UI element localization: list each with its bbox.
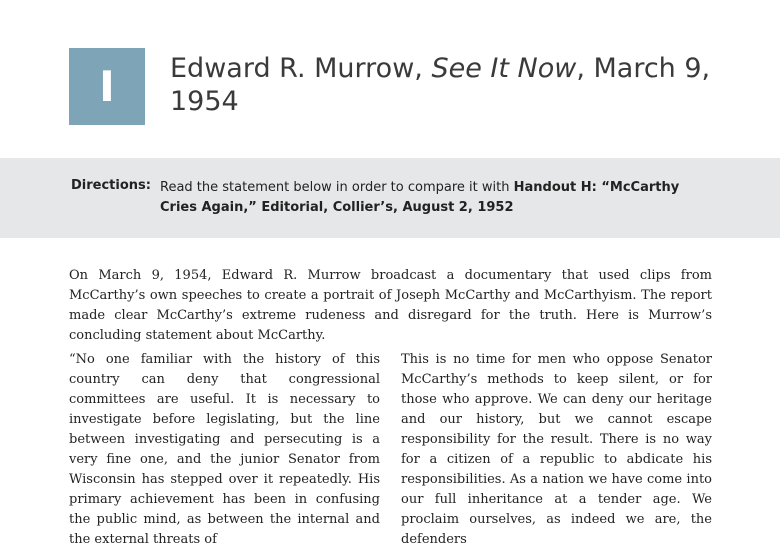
intro-paragraph: On March 9, 1954, Edward R. Murrow broadcast a documentary that used clips from McCarthy’s own speeches to create a portrait of Joseph McCarthy and McCarthyism. The report made clear McCarthy’s extreme rudeness and disregard for the truth. Here is Murrow’s concluding statement about McCarthy. xyxy=(69,268,712,343)
directions-text-prefix: Read the statement below in order to compare it with xyxy=(160,180,514,195)
directions-text xyxy=(160,178,700,218)
directions-label: Directions: xyxy=(71,178,151,193)
directions-box xyxy=(0,158,780,238)
section-badge: I xyxy=(69,48,145,125)
directions-handout-reference: Handout H: “McCarthy Cries Again,” Editorial, Collier’s, August 2, 1952 xyxy=(160,180,680,215)
page-title xyxy=(170,52,730,118)
title-italic: See It Now xyxy=(431,53,577,84)
title-suffix: , March 9, 1954 xyxy=(170,53,711,117)
quote-column-left: “No one familiar with the history of this country can deny that congressional committees are useful. It is necessary to investigate before legislating, but the line between investigating and persecuting is a very fine one, and the junior Senator from Wisconsin has stepped over it repeatedly. His primary achievement has been in confusing the public mind, as between the internal and the external threats of xyxy=(69,352,380,547)
quote-column-right: This is no time for men who oppose Senator McCarthy’s methods to keep silent, or for those who approve. We can deny our heritage and our history, but we cannot escape responsibility for the result. There is no way for a citizen of a republic to abdicate his responsibilities. As a nation we have come into our full inheritance at a tender age. We proclaim ourselves, as indeed we are, the defenders xyxy=(401,352,712,547)
title-prefix: Edward R. Murrow, xyxy=(170,53,432,84)
